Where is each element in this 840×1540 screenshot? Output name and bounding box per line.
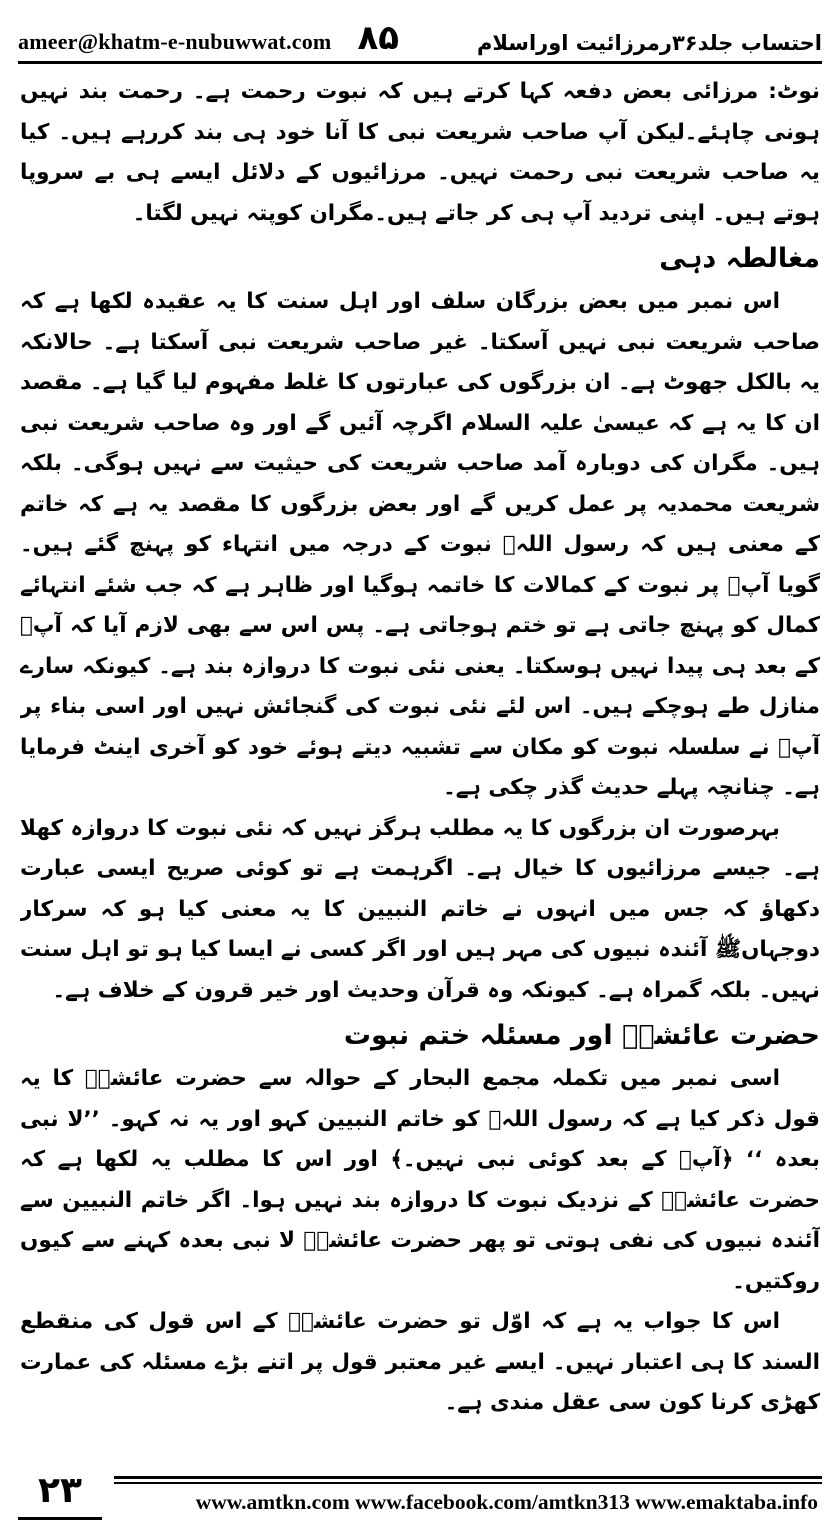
section-heading-mughalata: مغالطہ دہی [659, 243, 820, 274]
body-paragraph-3: اسی نمبر میں تکملہ مجمع البحار کے حوالہ سے حضرت عائشہؓ کا یہ قول ذکر کیا ہے کہ رسول اللہﷺ کو خاتم النبیین کہو اور یہ نہ کہو۔ ’’لا نبی بعدہ ‘‘ ﴿آپؐ کے بعد کوئی نبی نہیں۔﴾ اور اس کا مطلب یہ لکھا ہے کہ حضرت عائشہؓ کے نزدیک نبوت کا دروازہ بند نہیں ہوا۔ اگر خاتم النبیین سے آئندہ نبیوں کی نفی ہوتی تو پھر حضرت عائشہؓ لا نبی بعدہ کہنے سے کیوں روکتیں۔ [20, 1066, 820, 1294]
header-book-title: احتساب جلد۳۶رمرزائیت اوراسلام [476, 31, 822, 55]
header-page-number: ۸۵ [357, 18, 399, 58]
section-heading-hazrat-aisha: حضرت عائشہؓ اور مسئلہ ختم نبوت [343, 1020, 820, 1051]
page-body [20, 72, 820, 1446]
footer-page-number: ۲۳ [18, 1464, 102, 1520]
header-email: ameer@khatm-e-nubuwwat.com [18, 29, 332, 54]
body-paragraph-2: بہرصورت ان بزرگوں کا یہ مطلب ہرگز نہیں کہ نئی نبوت کا دروازہ کھلا ہے۔ جیسے مرزائیوں کا خیال ہے۔ اگرہمت ہے تو کوئی صریح ایسی عبارت دکھاؤ کہ جس میں انہوں نے خاتم النبیین کا یہ معنی کیا ہو کہ سرکار دوجہاںﷺ آئندہ نبیوں کی مہر ہیں اور اگر کسی نے ایسا کیا ہو تو اہل سنت نہیں۔ بلکہ گمراہ ہے۔ کیونکہ وہ قرآن وحدیث اور خیر قرون کے خلاف ہے۔ [20, 815, 820, 1003]
body-paragraph-4: اس کا جواب یہ ہے کہ اوّل تو حضرت عائشہؓ کے اس قول کی منقطع السند کا ہی اعتبار نہیں۔ ایسے غیر معتبر قول پر اتنے بڑے مسئلہ کی عمارت کھڑی کرنا کون سی عقل مندی ہے۔ [20, 1309, 820, 1415]
body-paragraph-1: اس نمبر میں بعض بزرگان سلف اور اہل سنت کا یہ عقیدہ لکھا ہے کہ صاحب شریعت نبی نہیں آسکتا۔ غیر صاحب شریعت نبی آسکتا ہے۔ حالانکہ یہ بالکل جھوٹ ہے۔ ان بزرگوں کی عبارتوں کا غلط مفہوم لیا گیا ہے۔ مقصد ان کا یہ ہے کہ عیسیٰ علیہ السلام اگرچہ آئیں گے اور وہ صاحب شریعت نبی ہیں۔ مگران کی دوبارہ آمد صاحب شریعت کی حیثیت سے نہیں ہوگی۔ بلکہ شریعت محمدیہ پر عمل کریں گے اور بعض بزرگوں کا مقصد یہ ہے کہ خاتم کے معنی ہیں کہ رسول اللہﷺ نبوت کے درجہ میں انتہاء کو پہنچ گئے ہیں۔ گویا آپؐ پر نبوت کے کمالات کا خاتمہ ہوگیا اور ظاہر ہے کہ جب شئے انتہائے کمال کو پہنچ جاتی ہے تو ختم ہوجاتی ہے۔ پس اس سے بھی لازم آیا کہ آپؐ کے بعد ہی پیدا نہیں ہوسکتا۔ یعنی نئی نبوت کا دروازہ بند ہے۔ کیونکہ سارے منازل طے ہوچکے ہیں۔ اس لئے نئی نبوت کی گنجائش نہیں اور اسی بناء پر آپؐ نے سلسلہ نبوت کو مکان سے تشبیہ دیتے ہوئے خود کو آخری اینٹ فرمایا ہے۔ چنانچہ پہلے حدیث گذر چکی ہے۔ [20, 289, 820, 800]
page-footer [18, 1458, 822, 1522]
footer-rule-top [114, 1476, 822, 1479]
footer-rule-bottom [114, 1482, 822, 1484]
page-header [18, 8, 822, 64]
footer-urls: www.amtkn.com www.facebook.com/amtkn313 www.emaktaba.info [195, 1490, 818, 1514]
note-paragraph: نوٹ: مرزائی بعض دفعہ کہا کرتے ہیں کہ نبوت رحمت ہے۔ رحمت بند نہیں ہونی چاہئے۔لیکن آپ صاحب شریعت نبی کا آنا خود ہی بند کررہے ہیں۔ کیا یہ صاحب شریعت نبی رحمت نہیں۔ مرزائیوں کے دلائل ایسے ہی بے سروپا ہوتے ہیں۔ اپنی تردید آپ ہی کر جاتے ہیں۔مگران کوپتہ نہیں لگتا۔ [20, 79, 820, 226]
header-left-group [18, 18, 399, 58]
